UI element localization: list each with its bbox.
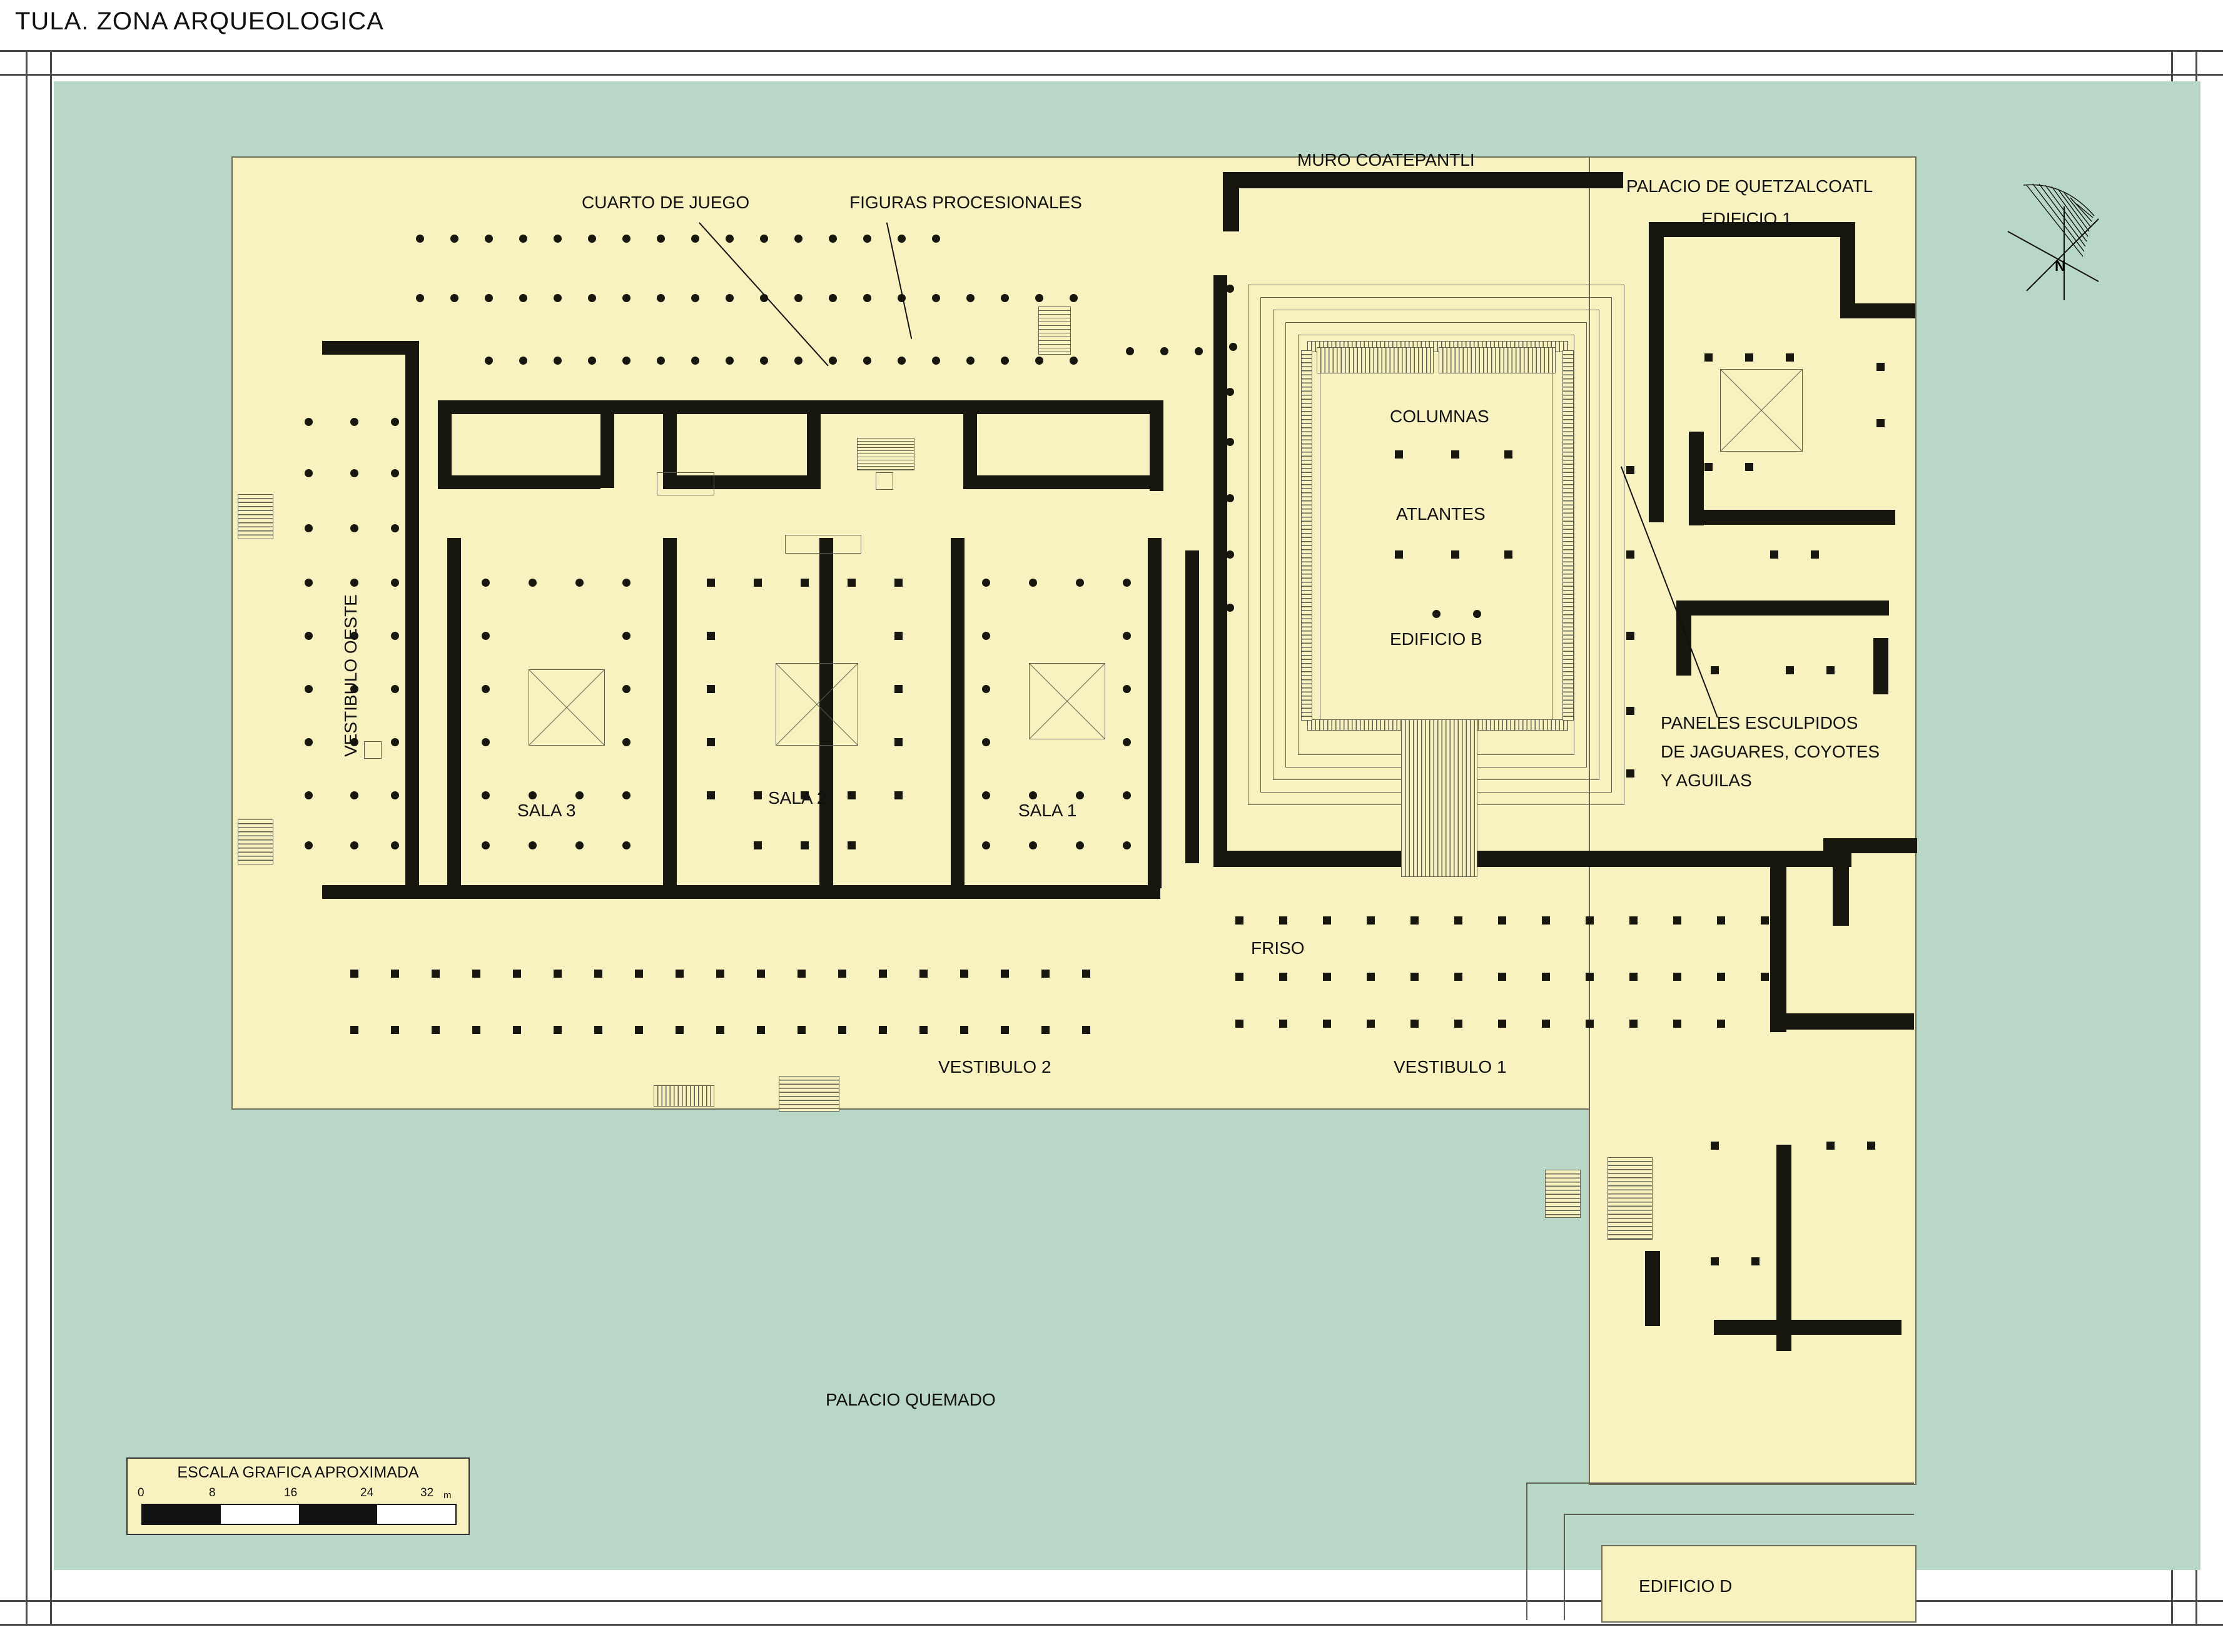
scale-bar-box bbox=[126, 1457, 470, 1535]
wall-segment bbox=[663, 538, 677, 888]
label-muro-coatepantli: MURO COATEPANTLI bbox=[1297, 150, 1475, 170]
site-boundary-line bbox=[1526, 1482, 1529, 1620]
north-arrow-icon bbox=[1989, 181, 2114, 307]
wall-segment bbox=[1213, 275, 1227, 626]
label-friso: FRISO bbox=[1251, 938, 1305, 958]
sunken-patio bbox=[1029, 663, 1105, 739]
stair-block-west-1 bbox=[238, 494, 273, 539]
feature-altar-figuras bbox=[857, 438, 914, 470]
scale-tick-24: 24 bbox=[360, 1486, 374, 1499]
site-boundary-line bbox=[1526, 1482, 1914, 1486]
pyramid-upper-stair-right bbox=[1439, 347, 1556, 373]
label-vestibulo-1: VESTIBULO 1 bbox=[1394, 1057, 1507, 1077]
scale-tick-8: 8 bbox=[209, 1486, 216, 1499]
label-columnas: COLUMNAS bbox=[1390, 407, 1489, 426]
wall-segment bbox=[1676, 600, 1889, 616]
stair-block-south-2 bbox=[779, 1076, 839, 1112]
wall-segment bbox=[963, 475, 1163, 489]
frame-line-top bbox=[0, 50, 2223, 52]
label-palacio-quetzalcoatl: PALACIO DE QUETZALCOATL bbox=[1626, 176, 1873, 196]
wall-segment bbox=[405, 341, 419, 891]
label-cuarto-de-juego: CUARTO DE JUEGO bbox=[582, 193, 750, 212]
wall-segment bbox=[1840, 303, 1915, 318]
wall-segment bbox=[447, 538, 461, 888]
sunken-patio bbox=[776, 663, 858, 746]
sunken-patio-edificio-1 bbox=[1720, 369, 1803, 452]
wall-segment bbox=[1185, 550, 1199, 863]
wall-segment bbox=[600, 400, 614, 488]
label-palacio-quemado: PALACIO QUEMADO bbox=[826, 1390, 996, 1409]
wall-segment bbox=[322, 341, 416, 355]
label-figuras-procesionales: FIGURAS PROCESIONALES bbox=[849, 193, 1082, 212]
frame-line-top2 bbox=[0, 74, 2223, 76]
wall-segment bbox=[1676, 600, 1691, 676]
wall-segment bbox=[1840, 222, 1855, 316]
wall-segment bbox=[1645, 1251, 1660, 1326]
wall-segment bbox=[1823, 838, 1917, 853]
wall-segment bbox=[1833, 851, 1849, 926]
label-edificio-b: EDIFICIO B bbox=[1390, 629, 1482, 649]
stair-block-west-2 bbox=[238, 819, 273, 864]
label-sala-3: SALA 3 bbox=[517, 801, 576, 820]
wall-muro-coatepantli bbox=[1223, 172, 1623, 188]
wall-segment bbox=[1770, 851, 1786, 1032]
scale-tick-0: 0 bbox=[138, 1486, 144, 1499]
scale-tick-32: 32 bbox=[420, 1486, 434, 1499]
feature-outline bbox=[1038, 307, 1071, 355]
page-title: TULA. ZONA ARQUEOLOGICA bbox=[15, 8, 384, 35]
wall-segment bbox=[807, 413, 821, 489]
pyramid-grand-staircase bbox=[1401, 719, 1477, 877]
wall-segment bbox=[1148, 538, 1162, 888]
pyramid-frieze-band bbox=[1562, 350, 1574, 721]
wall-segment bbox=[438, 475, 600, 489]
scale-tick-16: 16 bbox=[284, 1486, 298, 1499]
label-sala-2: SALA 2 bbox=[768, 788, 827, 808]
wall-segment bbox=[1770, 1013, 1914, 1030]
scale-bar-title: ESCALA GRAFICA APROXIMADA bbox=[177, 1464, 419, 1481]
site-boundary-line bbox=[1564, 1514, 1914, 1516]
stair-block-east-2 bbox=[1608, 1157, 1653, 1240]
frame-line-left2 bbox=[26, 50, 28, 1626]
label-atlantes: ATLANTES bbox=[1396, 504, 1486, 524]
stair-block-south-1 bbox=[654, 1085, 714, 1107]
feature-outline bbox=[876, 472, 893, 490]
wall-segment bbox=[1873, 638, 1888, 694]
label-edificio-d: EDIFICIO D bbox=[1639, 1576, 1733, 1596]
pyramid-top-platform bbox=[1320, 347, 1552, 724]
label-vestibulo-oeste: VESTIBULO OESTE bbox=[341, 594, 360, 757]
label-paneles-line1: PANELES ESCULPIDOS bbox=[1661, 713, 1858, 732]
frame-line-bottom2 bbox=[0, 1624, 2223, 1626]
label-sala-1: SALA 1 bbox=[1018, 801, 1077, 820]
label-edificio-1: EDIFICIO 1 bbox=[1701, 209, 1792, 228]
pyramid-frieze-band bbox=[1301, 350, 1312, 721]
scale-unit: m bbox=[443, 1490, 452, 1501]
pyramid-upper-stair-left bbox=[1317, 347, 1434, 373]
wall-segment bbox=[951, 538, 965, 888]
wall-segment bbox=[438, 400, 452, 488]
wall-segment bbox=[1649, 222, 1664, 522]
wall-segment bbox=[1689, 510, 1895, 525]
feature-outline bbox=[657, 472, 714, 495]
north-letter: N bbox=[2055, 258, 2066, 275]
label-paneles-line2: DE JAGUARES, COYOTES bbox=[1661, 742, 1880, 761]
feature-outline bbox=[364, 741, 382, 759]
wall-segment bbox=[1150, 400, 1163, 491]
label-paneles-line3: Y AGUILAS bbox=[1661, 771, 1752, 790]
scale-bar-graphic bbox=[141, 1504, 457, 1525]
label-vestibulo-2: VESTIBULO 2 bbox=[938, 1057, 1051, 1077]
wall-segment bbox=[1213, 851, 1851, 867]
wall-segment bbox=[438, 400, 1163, 414]
wall-segment bbox=[1213, 626, 1227, 863]
stair-block-east bbox=[1545, 1170, 1581, 1218]
site-boundary-line bbox=[1564, 1514, 1566, 1620]
frame-line-left bbox=[50, 50, 52, 1626]
feature-outline bbox=[785, 535, 861, 554]
wall-segment bbox=[1714, 1320, 1901, 1335]
sunken-patio bbox=[529, 669, 605, 746]
